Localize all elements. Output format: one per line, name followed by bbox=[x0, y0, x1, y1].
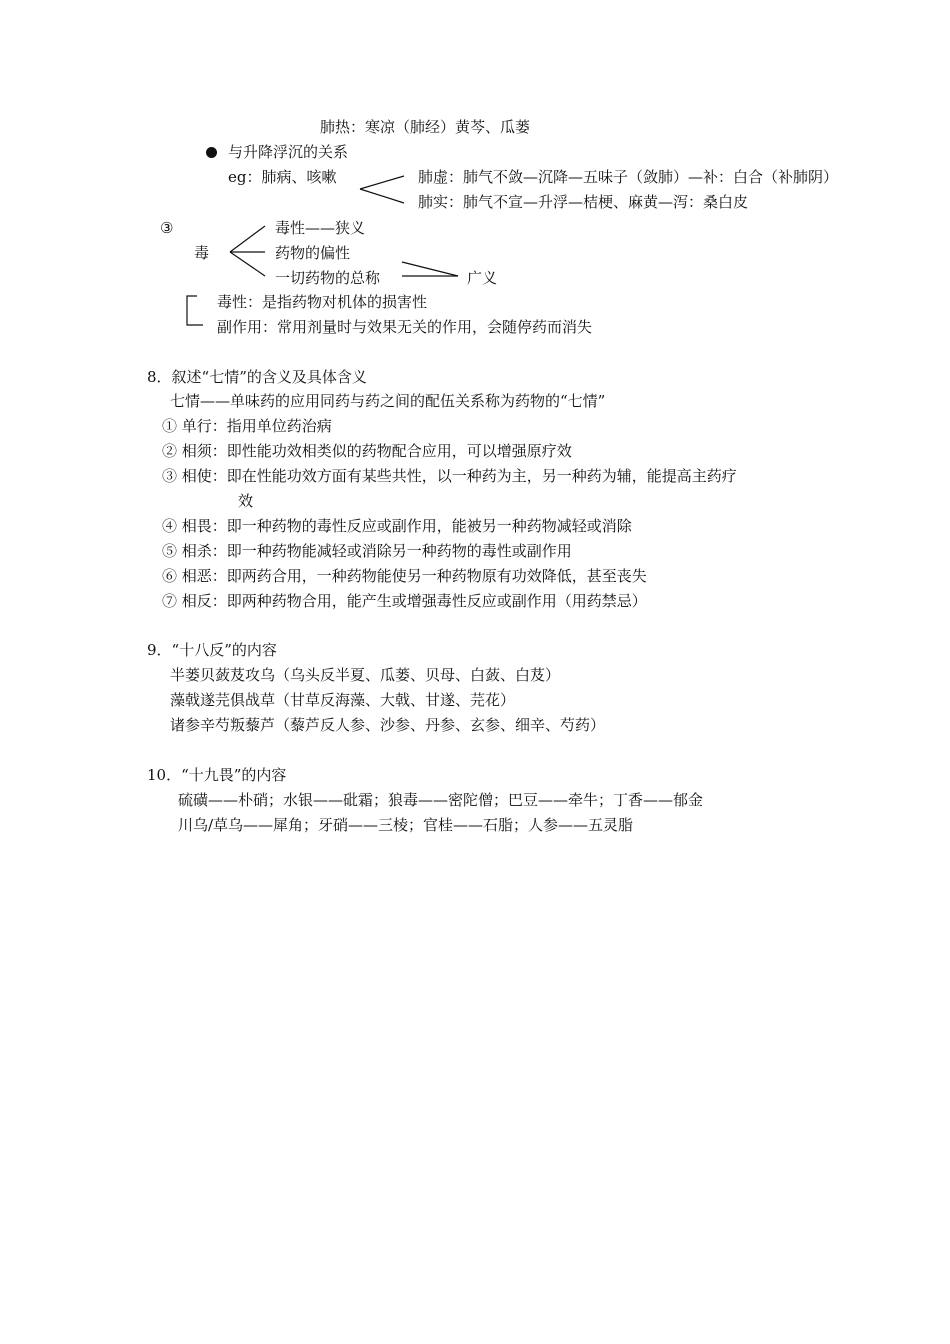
fork-line-lower bbox=[360, 189, 404, 203]
q8-item: ⑤ 相杀：即一种药物能减轻或消除另一种药物的毒性或副作用 bbox=[162, 542, 572, 560]
q8-item: ③ 相使：即在性能功效方面有某些共性，以一种药为主，另一种药为辅，能提高主药疗 bbox=[162, 467, 737, 485]
toxicity-broad: 广义 bbox=[467, 269, 498, 287]
q8-item: ① 单行：指用单位药治病 bbox=[162, 417, 332, 435]
toxicity-branch-bias: 药物的偏性 bbox=[275, 244, 351, 262]
q9-line: 藻戟遂芫俱战草（甘草反海藻、大戟、甘遂、芫花） bbox=[170, 691, 516, 709]
relation-heading: 与升降浮沉的关系 bbox=[228, 143, 349, 161]
connector-lines bbox=[0, 0, 950, 400]
toxicity-branch-narrow: 毒性——狭义 bbox=[275, 219, 366, 237]
fei-xu-line: 肺虚：肺气不敛—沉降—五味子（敛肺）—补：白合（补肺阴） bbox=[418, 168, 839, 186]
fei-re-line: 肺热：寒凉（肺经）黄芩、瓜蒌 bbox=[320, 118, 531, 136]
q10-title: 10．“十九畏”的内容 bbox=[147, 766, 287, 784]
broad-line-upper bbox=[402, 262, 458, 276]
q8-item: ⑦ 相反：即两种药物合用，能产生或增强毒性反应或副作用（用药禁忌） bbox=[162, 592, 647, 610]
q10-line: 川乌/草乌——犀角；牙硝——三棱；官桂——石脂；人参——五灵脂 bbox=[178, 816, 634, 834]
q8-item-continued: 效 bbox=[238, 492, 254, 510]
toxicity-branch-general: 一切药物的总称 bbox=[275, 269, 381, 287]
q8-item: ② 相须：即性能功效相类似的药物配合应用，可以增强原疗效 bbox=[162, 442, 572, 460]
q8-title: 8．叙述“七情”的含义及具体含义 bbox=[147, 368, 367, 386]
toxicity-fork-lower bbox=[230, 252, 265, 276]
side-effect-definition: 副作用：常用剂量时与效果无关的作用，会随停药而消失 bbox=[217, 318, 593, 336]
q9-line: 半蒌贝蔹芨攻乌（乌头反半夏、瓜蒌、贝母、白蔹、白芨） bbox=[170, 666, 561, 684]
toxicity-fork-upper bbox=[230, 226, 265, 252]
fei-shi-line: 肺实：肺气不宣—升浮—桔梗、麻黄—泻：桑白皮 bbox=[418, 193, 749, 211]
circled-number-3: ③ bbox=[160, 219, 174, 237]
q10-line: 硫磺——朴硝；水银——砒霜；狼毒——密陀僧；巴豆——牵牛；丁香——郁金 bbox=[178, 791, 704, 809]
q8-intro: 七情——单味药的应用同药与药之间的配伍关系称为药物的“七情” bbox=[170, 392, 606, 410]
toxicity-definition: 毒性：是指药物对机体的损害性 bbox=[217, 293, 428, 311]
q8-item: ⑥ 相恶：即两药合用，一种药物能使另一种药物原有功效降低，甚至丧失 bbox=[162, 567, 647, 585]
q9-title: 9．“十八反”的内容 bbox=[147, 641, 277, 659]
toxicity-label: 毒 bbox=[194, 244, 210, 262]
eg-line: eg：肺病、咳嗽 bbox=[228, 168, 337, 186]
q8-item: ④ 相畏：即一种药物的毒性反应或副作用，能被另一种药物减轻或消除 bbox=[162, 517, 632, 535]
q9-line: 诸参辛芍叛藜芦（藜芦反人参、沙参、丹参、玄参、细辛、芍药） bbox=[170, 716, 606, 734]
fork-line-upper bbox=[360, 176, 404, 189]
definition-bracket bbox=[187, 296, 203, 325]
